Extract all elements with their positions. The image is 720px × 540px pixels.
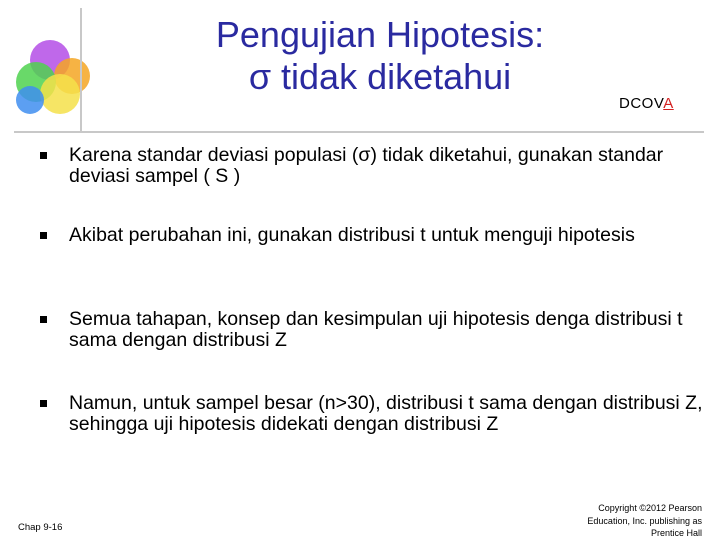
copyright-line-2: Education, Inc. publishing as [587, 515, 702, 526]
dcova-prefix: DCOV [619, 95, 664, 112]
title-line-2: σ tidak diketahui [248, 56, 512, 97]
title-line-1: Pengujian Hipotesis: [215, 14, 545, 55]
copyright-line-3: Prentice Hall [650, 528, 702, 538]
horizontal-divider [14, 131, 704, 133]
chapter-label: Chap 9-16 [18, 522, 63, 533]
bullet-text: Semua tahapan, konsep dan kesimpulan uji hipotesis denga distribusi t sama dengan distribusi Z [69, 308, 683, 351]
slide-logo-icon [6, 36, 102, 120]
square-bullet-icon [40, 400, 47, 407]
slide-title [170, 14, 590, 98]
bullet-text: Namun, untuk sampel besar (n>30), distribusi t sama dengan distribusi Z, sehingga uji hipotesis didekati dengan distribusi Z [69, 392, 703, 435]
copyright-notice [542, 502, 702, 540]
dcova-tag [619, 95, 674, 112]
square-bullet-icon [40, 152, 47, 159]
square-bullet-icon [40, 232, 47, 239]
square-bullet-icon [40, 316, 47, 323]
dcova-highlight: A [663, 95, 674, 112]
bullet-text: Karena standar deviasi populasi (σ) tidak diketahui, gunakan standar deviasi sampel ( S ) [69, 144, 664, 187]
bullet-text: Akibat perubahan ini, gunakan distribusi t untuk menguji hipotesis [69, 224, 635, 246]
copyright-line-1: Copyright ©2012 Pearson [598, 503, 702, 513]
vertical-divider [80, 8, 82, 133]
